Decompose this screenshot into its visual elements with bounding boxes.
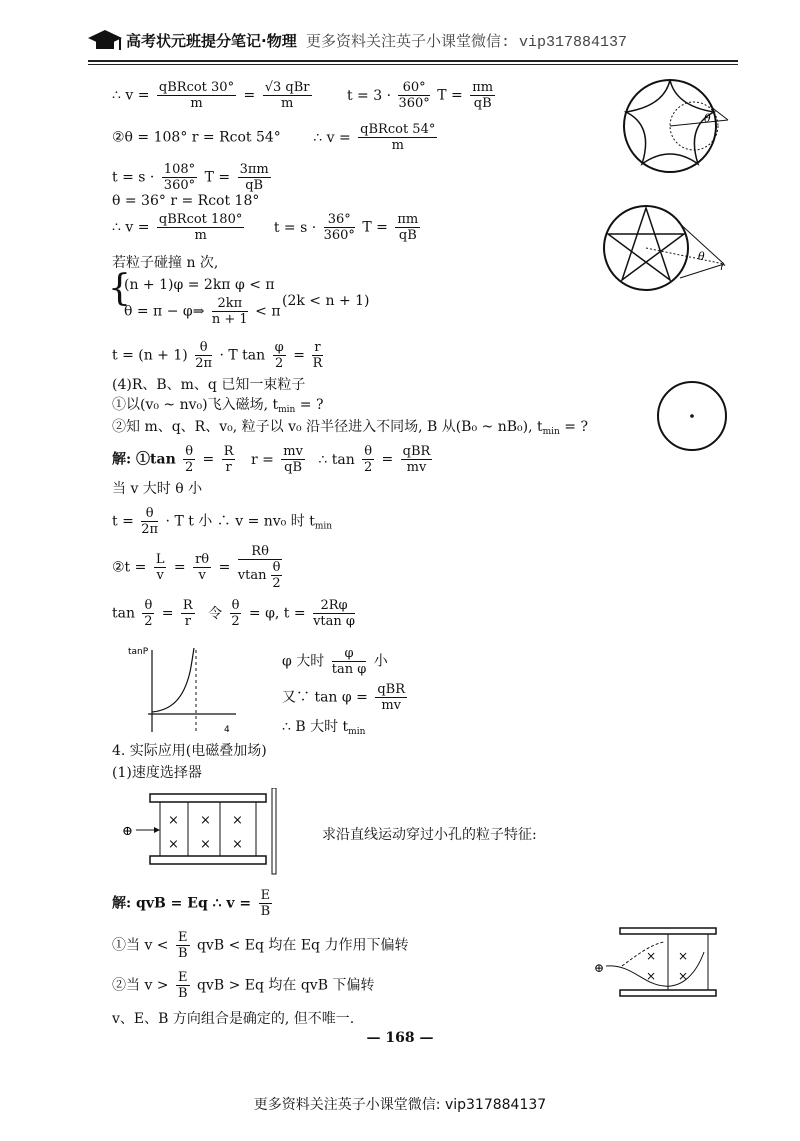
formula-line-7: (n + 1)φ = 2kπ φ < π xyxy=(124,277,275,293)
formula-line-25: ①当 v < $\frac{E}{B}$ qvB < Eq 均在 Eq 力作用下偏转 xyxy=(112,930,409,961)
graduation-cap-icon xyxy=(86,28,124,54)
formula-line-24: 解: qvB = Eq ∴ v = $\frac{E}{B}$ xyxy=(112,888,271,919)
tan-graph xyxy=(118,642,248,742)
subsection-heading: (1)速度选择器 xyxy=(112,765,202,781)
header-title: 高考状元班提分笔记·物理 xyxy=(126,32,297,50)
svg-text:×: × xyxy=(646,969,657,983)
graph-x-label: 4 xyxy=(224,725,230,735)
svg-text:⊕: ⊕ xyxy=(594,961,605,975)
brace: { xyxy=(108,268,131,309)
text-line-27: v、E、B 方向组合是确定的, 但不唯一. xyxy=(112,1011,355,1027)
section-heading: 4. 实际应用(电磁叠加场) xyxy=(112,743,267,759)
formula-line-8: θ = π − φ⇒ $\frac{2k\pi}{n + 1}$ < π xyxy=(124,296,281,327)
page-number: — 168 — xyxy=(366,1030,434,1046)
formula-line-19: 又∵ tan φ = $\frac{\text{qBR}}{mv}$ xyxy=(282,682,405,713)
formula-line-9: t = (n + 1) $\frac{\theta}{2\pi}$ · T tan $\frac{\varphi}{2}$ = $\frac{r}{R}$ xyxy=(112,340,323,371)
svg-text:×: × xyxy=(168,813,179,828)
svg-text:×: × xyxy=(646,949,657,963)
formula-line-8-cond: (2k < n + 1) xyxy=(282,293,370,309)
formula-line-17: tan $\frac{\theta}{2}$ = $\frac{R}{r}$ 令 $\frac{\theta}{2}$ = φ, t = $\frac{2R\varphi}{\text{vtan φ}}$ xyxy=(112,598,355,629)
star-circle-figure-2 xyxy=(596,200,766,300)
formula-line-15: t = $\frac{\theta}{2\pi}$ · T t 小 ∴ v = nv₀ 时 $t_{min}$ xyxy=(112,506,333,537)
svg-text:×: × xyxy=(232,837,243,852)
svg-text:×: × xyxy=(232,813,243,828)
star-circle-figure-1 xyxy=(600,76,760,176)
text-line-12: ②知 m、q、R、v₀, 粒子以 v₀ 沿半径进入不同场, B 从(B₀ ~ nB₀), $t_{min}$ = ? xyxy=(112,419,588,437)
formula-line-26: ②当 v > $\frac{E}{B}$ qvB > Eq 均在 qvB 下偏转 xyxy=(112,970,375,1001)
formula-line-13: 解: ①tan $\frac{\theta}{2}$ = $\frac{R}{r}$ r = $\frac{mv}{qB}$ ∴ tan $\frac{\theta}{2}$ = $\frac{\text{qBR}}{mv}$ xyxy=(112,444,431,475)
header-rule-thin xyxy=(88,64,738,65)
empty-circle-figure xyxy=(654,378,730,454)
text-line-6: 若粒子碰撞 n 次, xyxy=(112,255,219,271)
svg-text:×: × xyxy=(200,813,211,828)
formula-line-3: t = s · $\frac{108^\circ}{360^\circ}$ T = $\frac{3\pi m}{qB}$ xyxy=(112,162,269,193)
question-text: 求沿直线运动穿过小孔的粒子特征: xyxy=(322,827,537,843)
svg-text:θ: θ xyxy=(704,112,711,125)
plus-charge-icon: ⊕ xyxy=(122,824,133,839)
text-line-11: ①以(v₀ ~ nv₀)飞入磁场, $t_{min}$ = ? xyxy=(112,397,324,415)
header-rule xyxy=(88,60,738,62)
velocity-selector-figure xyxy=(118,788,288,876)
formula-line-5: ∴ v = $\frac{\text{qBRcot 180°}}{m}$ t = s · $\frac{36^\circ}{360^\circ}$ T = $\frac{\pi m}{qB}$ xyxy=(112,212,419,243)
formula-line-2: ②θ = 108° r = Rcot 54° ∴ v = $\frac{\text{qBRcot 54°}}{m}$ xyxy=(112,122,436,153)
svg-text:r: r xyxy=(720,262,725,273)
formula-line-20: ∴ B 大时 $t_{min}$ xyxy=(282,719,366,737)
svg-text:×: × xyxy=(200,837,211,852)
header xyxy=(126,30,627,51)
text-line-10: (4)R、B、m、q 已知一束粒子 xyxy=(112,377,306,393)
graph-y-label: tanP xyxy=(128,647,149,657)
header-watermark: 更多资料关注英子小课堂微信: vip317884137 xyxy=(305,34,627,51)
formula-line-1: ∴ v = $\frac{\text{qBRcot 30°}}{m}$ = $\frac{\text{√3 qBr}}{m}$ t = 3 · $\frac{60^\circ}{360^\circ}$ T = $\frac{\pi m}{qB}$ xyxy=(112,80,494,111)
formula-line-18: φ 大时 $\frac{\varphi}{\text{tan φ}}$ 小 xyxy=(282,646,388,677)
deflection-figure xyxy=(592,924,728,1004)
text-line-14: 当 v 大时 θ 小 xyxy=(112,481,203,497)
svg-text:×: × xyxy=(678,969,689,983)
svg-text:×: × xyxy=(168,837,179,852)
svg-text:×: × xyxy=(678,949,689,963)
svg-text:θ: θ xyxy=(698,250,705,263)
formula-line-4: θ = 36° r = Rcot 18° xyxy=(112,193,260,209)
formula-line-16: ②t = $\frac{L}{v}$ = $\frac{r\theta}{v}$ = Rθ vtan $\frac{\theta}{2}$ xyxy=(112,544,281,591)
footer-watermark: 更多资料关注英子小课堂微信: vip317884137 xyxy=(253,1097,547,1113)
